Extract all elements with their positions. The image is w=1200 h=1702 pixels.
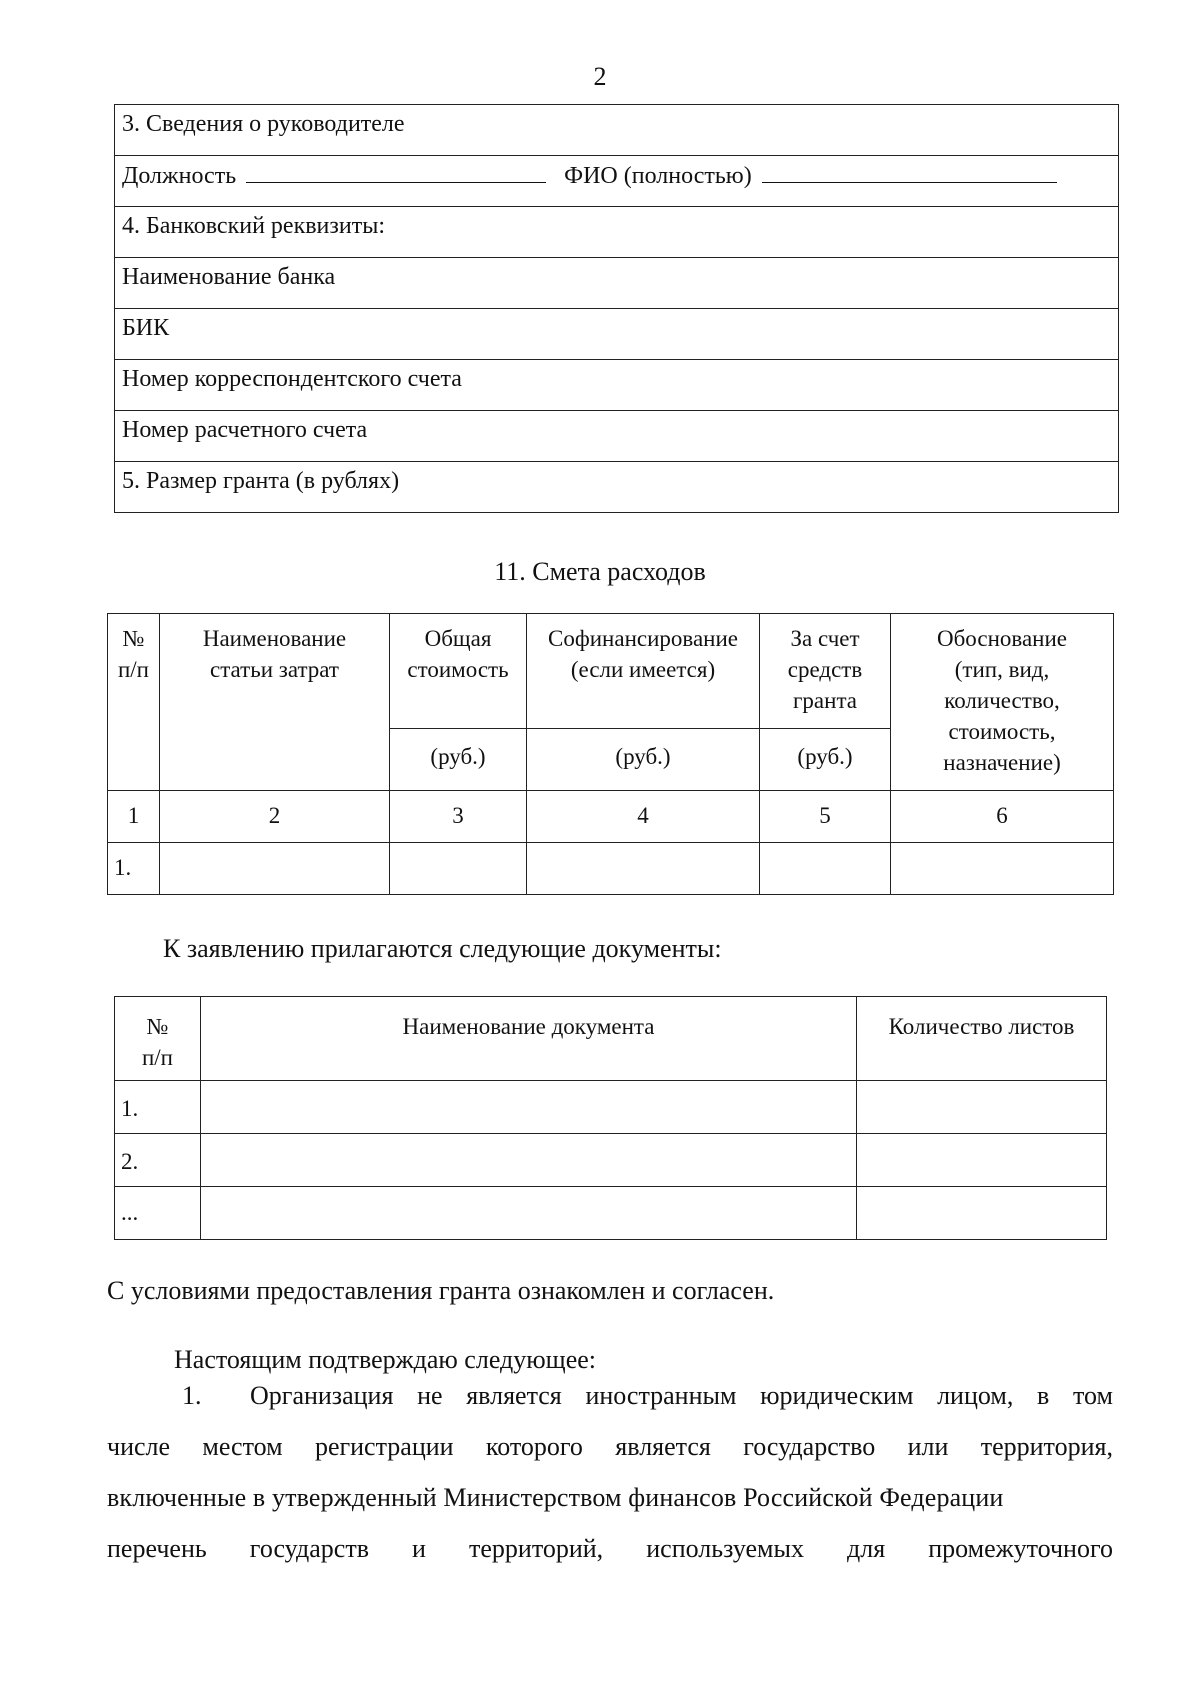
budget-table bbox=[107, 613, 1114, 895]
budget-cell-justification[interactable] bbox=[891, 843, 1114, 895]
position-row bbox=[115, 156, 1119, 207]
table-row bbox=[115, 1081, 1107, 1134]
docs-header-name: Наименование документа bbox=[201, 997, 857, 1081]
budget-cell-item[interactable] bbox=[160, 843, 390, 895]
budget-header-total: Общая стоимость bbox=[390, 614, 527, 729]
grant-amount-label: 5. Размер гранта (в рублях) bbox=[115, 462, 1119, 513]
docs-cell-name[interactable] bbox=[201, 1134, 857, 1187]
budget-colnum: 1 bbox=[108, 791, 160, 843]
table-row bbox=[115, 1187, 1107, 1240]
docs-cell-name[interactable] bbox=[201, 1187, 857, 1240]
docs-row-num: 1. bbox=[115, 1081, 201, 1134]
applicant-info-table bbox=[114, 104, 1119, 513]
docs-cell-sheets[interactable] bbox=[857, 1187, 1107, 1240]
docs-header-num: № п/п bbox=[115, 997, 201, 1081]
budget-cell-total[interactable] bbox=[390, 843, 527, 895]
settlement-account-label: Номер расчетного счета bbox=[115, 411, 1119, 462]
budget-cell-grant[interactable] bbox=[760, 843, 891, 895]
consent-text: С условиями предоставления гранта ознакомлен и согласен. bbox=[107, 1276, 775, 1305]
budget-unit-total: (руб.) bbox=[390, 729, 527, 791]
documents-intro: К заявлению прилагаются следующие документы: bbox=[163, 934, 722, 963]
position-blank[interactable] bbox=[246, 162, 546, 183]
budget-colnum: 6 bbox=[891, 791, 1114, 843]
clause-number: 1. bbox=[182, 1381, 202, 1410]
budget-header-justification: Обоснование (тип, вид, количество, стоимость, назначение) bbox=[891, 614, 1114, 791]
budget-header-num: № п/п bbox=[108, 614, 160, 791]
documents-table bbox=[114, 996, 1107, 1240]
budget-header-item: Наименование статьи затрат bbox=[160, 614, 390, 791]
budget-colnum: 2 bbox=[160, 791, 390, 843]
budget-unit-cofinancing: (руб.) bbox=[527, 729, 760, 791]
corr-account-label: Номер корреспондентского счета bbox=[115, 360, 1119, 411]
budget-row-num: 1. bbox=[108, 843, 160, 895]
docs-header-sheets: Количество листов bbox=[857, 997, 1107, 1081]
docs-cell-name[interactable] bbox=[201, 1081, 857, 1134]
clause-line-2: числе местом регистрации которого является государство или территория, bbox=[107, 1432, 1113, 1461]
budget-colnum: 4 bbox=[527, 791, 760, 843]
confirm-intro: Настоящим подтверждаю следующее: bbox=[174, 1345, 596, 1374]
full-name-label: ФИО (полностью) bbox=[564, 163, 752, 189]
budget-title: 11. Смета расходов bbox=[494, 557, 706, 586]
bank-name-label: Наименование банка bbox=[115, 258, 1119, 309]
full-name-blank[interactable] bbox=[762, 162, 1057, 183]
budget-unit-grant: (руб.) bbox=[760, 729, 891, 791]
clause-line-1: Организация не является иностранным юридическим лицом, в том bbox=[250, 1381, 1113, 1410]
clause-line-4: перечень государств и территорий, используемых для промежуточного bbox=[107, 1534, 1113, 1563]
budget-column-numbers bbox=[108, 791, 1114, 843]
bik-label: БИК bbox=[115, 309, 1119, 360]
clause-line-3: включенные в утвержденный Министерством финансов Российской Федерации bbox=[107, 1483, 1004, 1512]
budget-colnum: 5 bbox=[760, 791, 891, 843]
budget-colnum: 3 bbox=[390, 791, 527, 843]
position-label: Должность bbox=[122, 163, 237, 189]
docs-cell-sheets[interactable] bbox=[857, 1134, 1107, 1187]
docs-cell-sheets[interactable] bbox=[857, 1081, 1107, 1134]
page-number: 2 bbox=[593, 62, 607, 91]
budget-header-cofinancing: Софинансирование (если имеется) bbox=[527, 614, 760, 729]
table-row bbox=[115, 1134, 1107, 1187]
table-row bbox=[108, 843, 1114, 895]
bank-heading: 4. Банковский реквизиты: bbox=[115, 207, 1119, 258]
budget-cell-cofinancing[interactable] bbox=[527, 843, 760, 895]
budget-header-grant: За счет средств гранта bbox=[760, 614, 891, 729]
manager-heading: 3. Сведения о руководителе bbox=[115, 105, 1119, 156]
docs-row-num: 2. bbox=[115, 1134, 201, 1187]
docs-row-num: ... bbox=[115, 1187, 201, 1240]
